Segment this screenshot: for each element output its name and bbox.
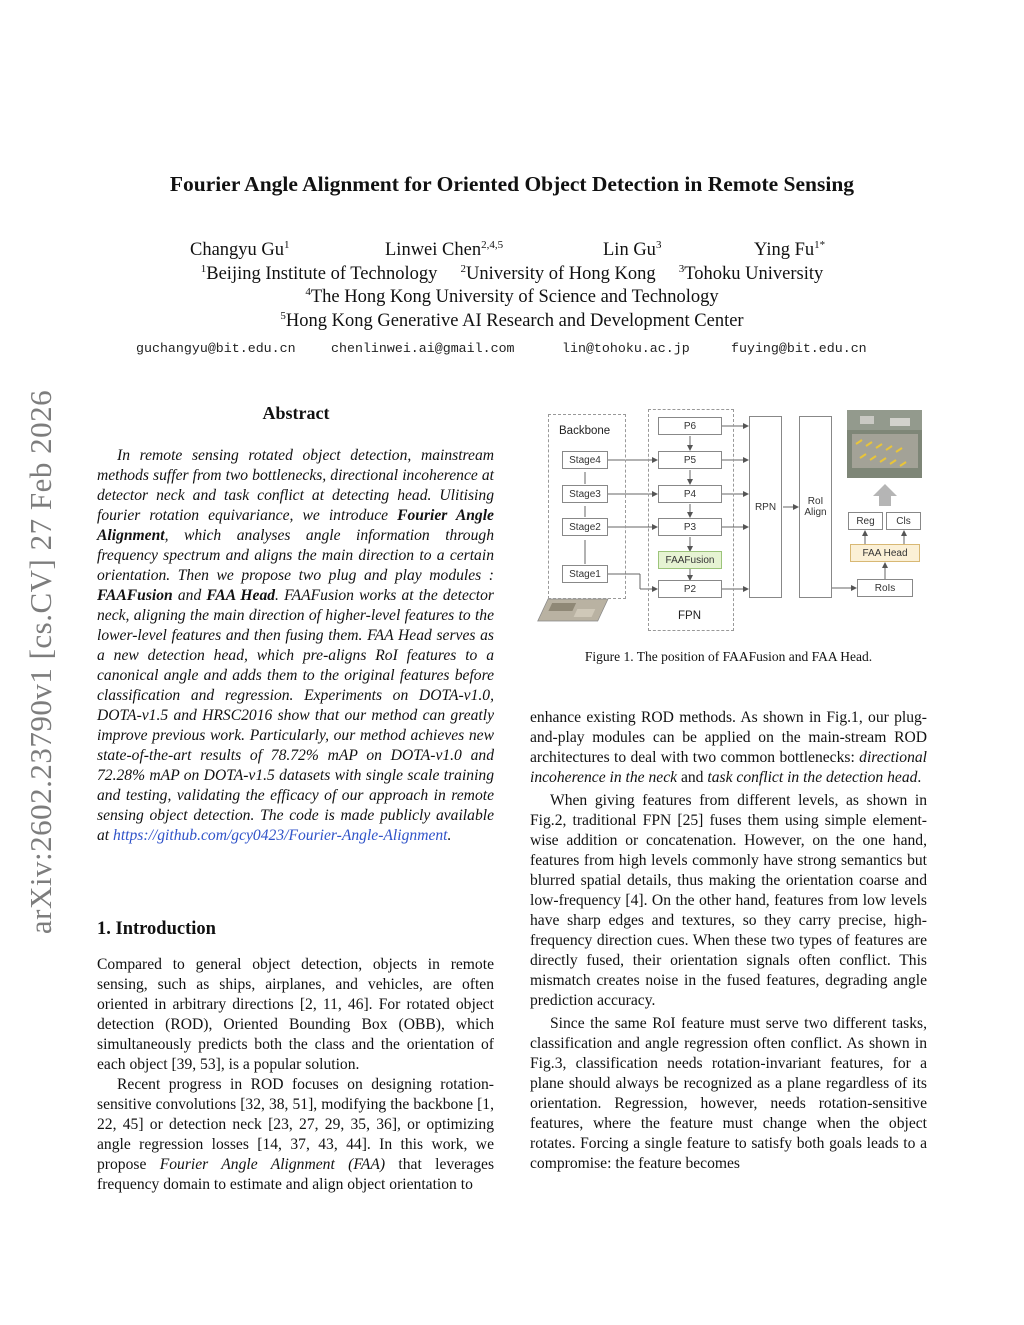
intro-paragraph-2: Recent progress in ROD focuses on designing rotation-sensitive convolutions [32, 38, 51], modifying the backbone [1, 22, 45] or detection neck [23, 27, 29, 35, 36], or optimizing angle regression losses [14, 37, 43, 44]. In this work, we propose Fourier Angle Alignment (FAA) that leverages frequency domain to estimate and align object orientation to	[97, 1076, 495, 1193]
right-column-body	[530, 708, 927, 1174]
affiliation-5: $^5$Hong Kong Generative AI Research and Development Center	[280, 309, 744, 331]
stage4-box: Stage4	[562, 451, 608, 469]
roi-align-box: RoI Align	[799, 416, 832, 598]
faafusion-box: FAAFusion	[658, 551, 722, 569]
faa-head-box: FAA Head	[850, 544, 920, 562]
fpn-label: FPN	[678, 610, 701, 622]
arxiv-stamp: arXiv:2602.23790v1 [cs.CV] 27 Feb 2026	[23, 389, 58, 935]
affiliation-4: $^4$The Hong Kong University of Science and Technology	[305, 285, 719, 307]
email-2[interactable]: chenlinwei.ai@gmail.com	[331, 341, 515, 356]
author-2: Linwei Chen$^{2,4,5}$	[385, 238, 504, 260]
right-paragraph-2: When giving features from different levels, as shown in Fig.2, traditional FPN [25] fuses them using simple element-wise addition or concatenation. However, on the one hand, features from high levels commonly have strong semantics but blurred spatial details, thus making the orientation coarse and low-frequency [4]. On the other hand, features from low levels have sharp edges and textures, so they carry precise, high-frequency direction cues. When these two types of features are directly fused, their orientation signals often conflict. This mismatch creates noise in the fused features, degrading angle prediction accuracy.	[530, 792, 927, 1009]
fpn-p6: P6	[658, 417, 722, 435]
backbone-label: Backbone	[559, 425, 611, 437]
stage3-box: Stage3	[562, 485, 608, 503]
fpn-p5: P5	[658, 451, 722, 469]
stage2-box: Stage2	[562, 518, 608, 536]
email-3[interactable]: lin@tohoku.ac.jp	[562, 341, 690, 356]
figure-1-caption: Figure 1. The position of FAAFusion and FAA Head.	[584, 649, 873, 664]
right-paragraph-1: enhance existing ROD methods. As shown in Fig.1, our plug-and-play modules can be applied on the main-stream ROD architectures to deal with two common bottlenecks: directional incoherence in the neck and task conflict in the detection head.	[530, 709, 927, 786]
author-3: Lin Gu$^3$	[603, 238, 662, 260]
reg-box: Reg	[848, 512, 883, 530]
fpn-p4: P4	[658, 485, 722, 503]
abstract-heading: Abstract	[262, 403, 330, 423]
right-paragraph-3: Since the same RoI feature must serve two different tasks, classification and angle regression often conflict. As shown in Fig.3, classification needs rotation-invariant features, for a plane should always be recognized as a plane regardless of its orientation. Regression, however, needs rotation-sensitive features, where the feature must change when the object rotates. Forcing a single feature to satisfy both goals leads to a compromise: the feature becomes	[530, 1015, 927, 1172]
author-4: Ying $Fu^{1*}$	[754, 238, 826, 260]
intro-body	[97, 955, 494, 1195]
stage1-box: Stage1	[562, 565, 608, 583]
rpn-box: RPN	[749, 416, 782, 598]
fpn-p3: P3	[658, 518, 722, 536]
author-1: Changyu Gu$^1$	[190, 238, 290, 260]
affiliations-line-1: $^1$Beijing Institute of Technology $^2$University of Hong Kong $^3$Tohoku University	[200, 262, 824, 284]
fpn-p2: P2	[658, 580, 722, 598]
abstract-body: In remote sensing rotated object detection, mainstream methods suffer from two bottlenecks, directional incoherence at detector neck and task conflict at detecting head. Ulitising fourier rotation equivariance, we introduce Fourier Angle Alignment, which analyses angle information through frequency spectrum and aligns the main direction to a certain orientation. Then we propose two plug and play modules : FAAFusion and FAA Head. FAAFusion works at the detector neck, aligning the main direction of higher-level features to the lower-level features and then fusing them. FAA Head serves as a new detection head, which pre-aligns RoI features to a canonical angle and adds them to the original features before classification and regression. Experiments on DOTA-v1.0, DOTA-v1.5 and HRSC2016 show that our method can greatly improve previous work. Particularly, our method achieves new state-of-the-art results of 78.72% mAP on DOTA-v1.0 and 72.28% mAP on DOTA-v1.5 datasets with single scale training and testing, validating the efficacy of our approach in remote sensing object detection. The code is made publicly available at https://github.com/gcy0423/Fourier-Angle-Alignment.	[97, 447, 494, 844]
figure-1	[530, 404, 930, 636]
cls-box: Cls	[886, 512, 921, 530]
email-1[interactable]: guchangyu@bit.edu.cn	[136, 341, 296, 356]
code-link[interactable]: https://github.com/gcy0423/Fourier-Angle-Alignment	[113, 827, 448, 844]
rois-box: RoIs	[857, 579, 913, 597]
email-4[interactable]: fuying@bit.edu.cn	[731, 341, 867, 356]
section-heading-introduction: 1. Introduction	[97, 919, 216, 939]
paper-title: Fourier Angle Alignment for Oriented Object Detection in Remote Sensing	[169, 172, 855, 196]
intro-paragraph-1: Compared to general object detection, objects in remote sensing, such as ships, airplanes, and vehicles, are often oriented in arbitrary directions [2, 11, 46]. For rotated object detection (ROD), Oriented Bounding Box (OBB), which simultaneously predicts both the class and the orientation of each object [39, 53], is a popular solution.	[97, 956, 494, 1073]
